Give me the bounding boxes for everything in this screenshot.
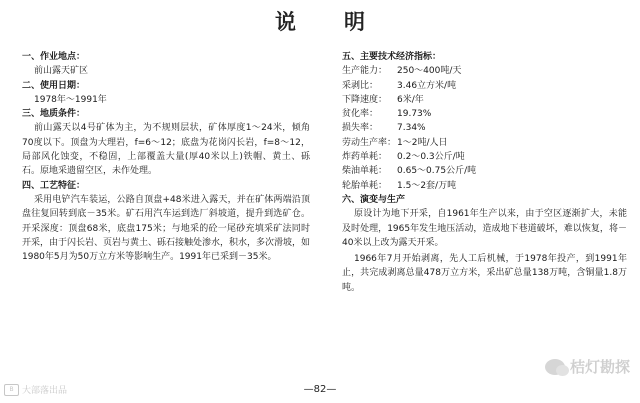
page-number: —82—	[303, 384, 337, 395]
indicator-label: 柴油单耗：	[342, 166, 388, 177]
section-4-heading: 四、工艺特征：	[22, 180, 86, 191]
indicator-row	[342, 121, 627, 135]
section-5-heading: 五、主要技术经济指标：	[342, 52, 442, 62]
indicator-list	[342, 64, 627, 193]
section-3-text: 前山露天以4号矿体为主，为不规则层状，矿体厚度1～24米，倾角70度以下。顶盘为大理岩，f=6～12；底盘为花岗闪长岩，f=8～12，局部风化蚀变，不稳固，上部覆盖大量(厚40米以上)铁帽、黄土、砾石。原地采遗留空区，未作处理。	[22, 123, 310, 177]
indicator-label: 劳动生产率：	[342, 137, 397, 148]
section-1-text: 前山露天矿区	[34, 66, 89, 77]
indicator-value: 19.73%	[397, 109, 432, 120]
indicator-label: 炸药单耗：	[342, 152, 388, 163]
section-6-heading: 六、演变与生产	[342, 194, 406, 205]
section-2-text: 1978年～1991年	[34, 94, 107, 105]
indicator-row	[342, 93, 627, 107]
indicator-row	[342, 79, 627, 93]
indicator-row	[342, 64, 627, 78]
watermark-right-text: 桔灯勘探	[569, 358, 630, 376]
wechat-icon	[545, 359, 565, 375]
indicator-value: 7.34%	[397, 123, 426, 134]
indicator-row	[342, 136, 627, 150]
watermark-logo-icon: B	[4, 384, 19, 396]
section-2-heading: 二、使用日期：	[22, 80, 86, 91]
section-6-paragraph-2: 1966年7月开始剥离，先人工后机械，于1978年投产，到1991年止，共完成剥离总量478万立方米，采出矿总量138万吨，含铜量1.8万吨。	[342, 254, 627, 293]
indicator-value: 1～2吨/人日	[397, 137, 448, 148]
indicator-value: 6米/年	[397, 94, 424, 105]
watermark-left-text: 大部落出品	[22, 386, 68, 396]
indicator-value: 0.2～0.3公斤/吨	[397, 152, 465, 163]
indicator-label: 损失率：	[342, 123, 379, 134]
indicator-label: 生产能力：	[342, 66, 388, 77]
indicator-value: 3.46立方米/吨	[397, 80, 457, 91]
section-1-heading: 一、作业地点：	[22, 52, 86, 62]
indicator-row	[342, 150, 627, 164]
indicator-label: 采剥比：	[342, 80, 379, 91]
section-6-paragraph-1: 原设计为地下开采，自1961年生产以来，由于空区逐渐扩大，未能及时处理，1965年发生地压活动，造成地下巷道破坏，难以恢复，将－40米以上改为露天开采。	[342, 209, 627, 248]
indicator-value: 1.5～2套/万吨	[397, 180, 457, 191]
indicator-label: 贫化率：	[342, 109, 379, 120]
indicator-value: 0.65～0.75公斤/吨	[397, 166, 477, 177]
indicator-label: 轮胎单耗：	[342, 180, 388, 191]
watermark-right	[545, 356, 630, 377]
section-4-text: 采用电铲汽车装运，公路自顶盘+48米进入露天，并在矿体两端沿顶盘往复回转到底－35米。矿石用汽车运到选厂斜坡道，提升到选矿仓。开采深度：顶盘68米，底盘175米；与地采的砼一尾砂充填采矿法同时开采，由于闪长岩、页岩与黄土、砾石接触处渗水，积水，多次滑坡，如1980年5月为50万立方米等影响生产。1991年已采到－35米。	[22, 194, 311, 263]
indicator-row	[342, 164, 627, 178]
indicator-row	[342, 179, 627, 193]
right-column	[342, 50, 627, 295]
indicator-value: 250～400吨/天	[397, 66, 462, 77]
indicator-label: 下降速度：	[342, 94, 388, 105]
indicator-row	[342, 107, 627, 121]
page-title: 说明	[275, 9, 413, 34]
left-column	[22, 50, 310, 264]
section-3-heading: 三、地质条件：	[22, 109, 86, 120]
